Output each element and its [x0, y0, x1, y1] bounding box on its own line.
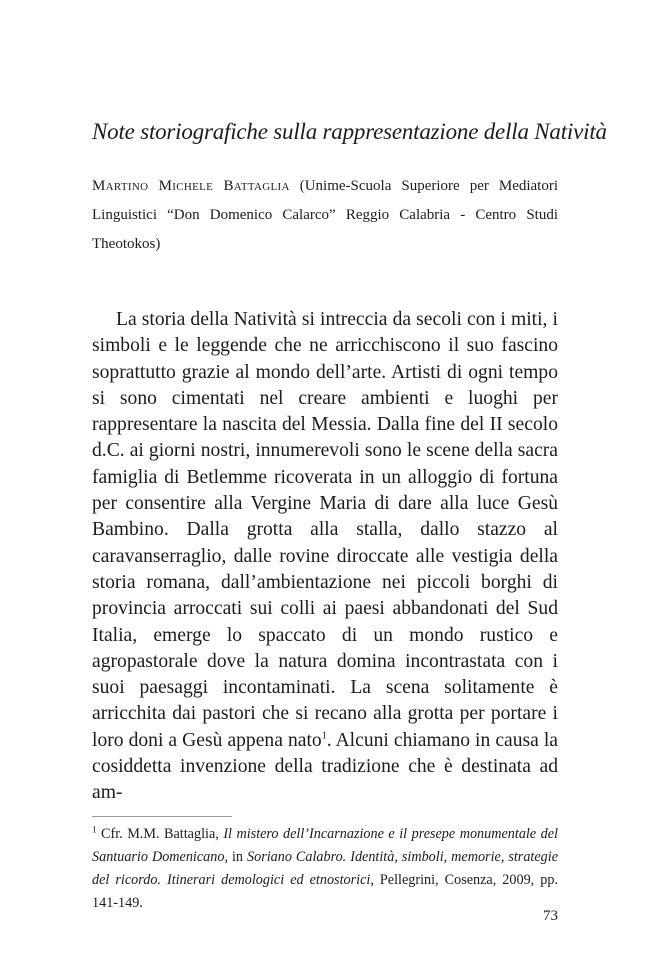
article-title: Note storiografiche sulla rappresentazione della Natività — [92, 119, 607, 144]
footnote-separator — [92, 816, 232, 817]
footnote-reference[interactable]: 1 — [321, 730, 327, 742]
body-text-part-1: La storia della Natività si intreccia da secoli con i miti, i simboli e le leggende che ne arricchiscono il suo fascino soprattutto grazie al mondo dell’arte. Artisti di ogni tempo si sono cimentati nel creare ambienti e luoghi per rappresentare la nascita del Messia. Dalla fine del II secolo d.C. ai giorni nostri, innumerevoli sono le scene della sacra famiglia di Betlemme ricoverata in un alloggio di fortuna per consentire alla Vergine Maria di dare alla luce Gesù Bambino. Dalla grotta alla stalla, dallo stazzo al caravanserraglio, dalle rovine diroccate alle vestigia della storia romana, dall’ambientazione nei piccoli borghi di provincia arroccati sui colli ai paesi abbandonati del Sud Italia, emerge lo spaccato di un mondo rustico e agropastorale dove la natura domina incontrastata con i suoi paesaggi incontaminati. La scena solitamente è arricchita dai pastori che si recano alla grotta per portare i loro doni a Gesù appena nato — [92, 309, 558, 751]
author-name: Martino Michele Battaglia — [92, 178, 290, 194]
footnote-marker: 1 — [92, 824, 97, 835]
author-byline — [92, 172, 558, 259]
footnote-publication: , Pellegrini, Cosenza, 2009, pp. 141-149. — [92, 872, 558, 911]
body-text-part-2: . Alcuni chiamano in causa la cosiddetta invenzione della tradizione che è destinata ad am- — [92, 729, 558, 804]
footnote-work-title: Il mistero dell’Incarnazione e il presepe monumentale del Santuario Domenicano — [92, 826, 558, 865]
footnote-lead: Cfr. M.M. Battaglia, — [96, 826, 224, 842]
footnote — [92, 823, 558, 915]
footnote-volume-title: Soriano Calabro. Identità, simboli, memorie, strategie del ricordo. Itinerari demologici ed etnostorici — [92, 849, 558, 888]
body-paragraph — [92, 307, 558, 807]
footnote-connector: , in — [224, 849, 247, 865]
page-number: 73 — [543, 908, 558, 924]
author-affiliation: (Unime-Scuola Superiore per Mediatori Linguistici “Don Domenico Calarco” Reggio Calabria - Centro Studi Theotokos) — [92, 178, 559, 252]
